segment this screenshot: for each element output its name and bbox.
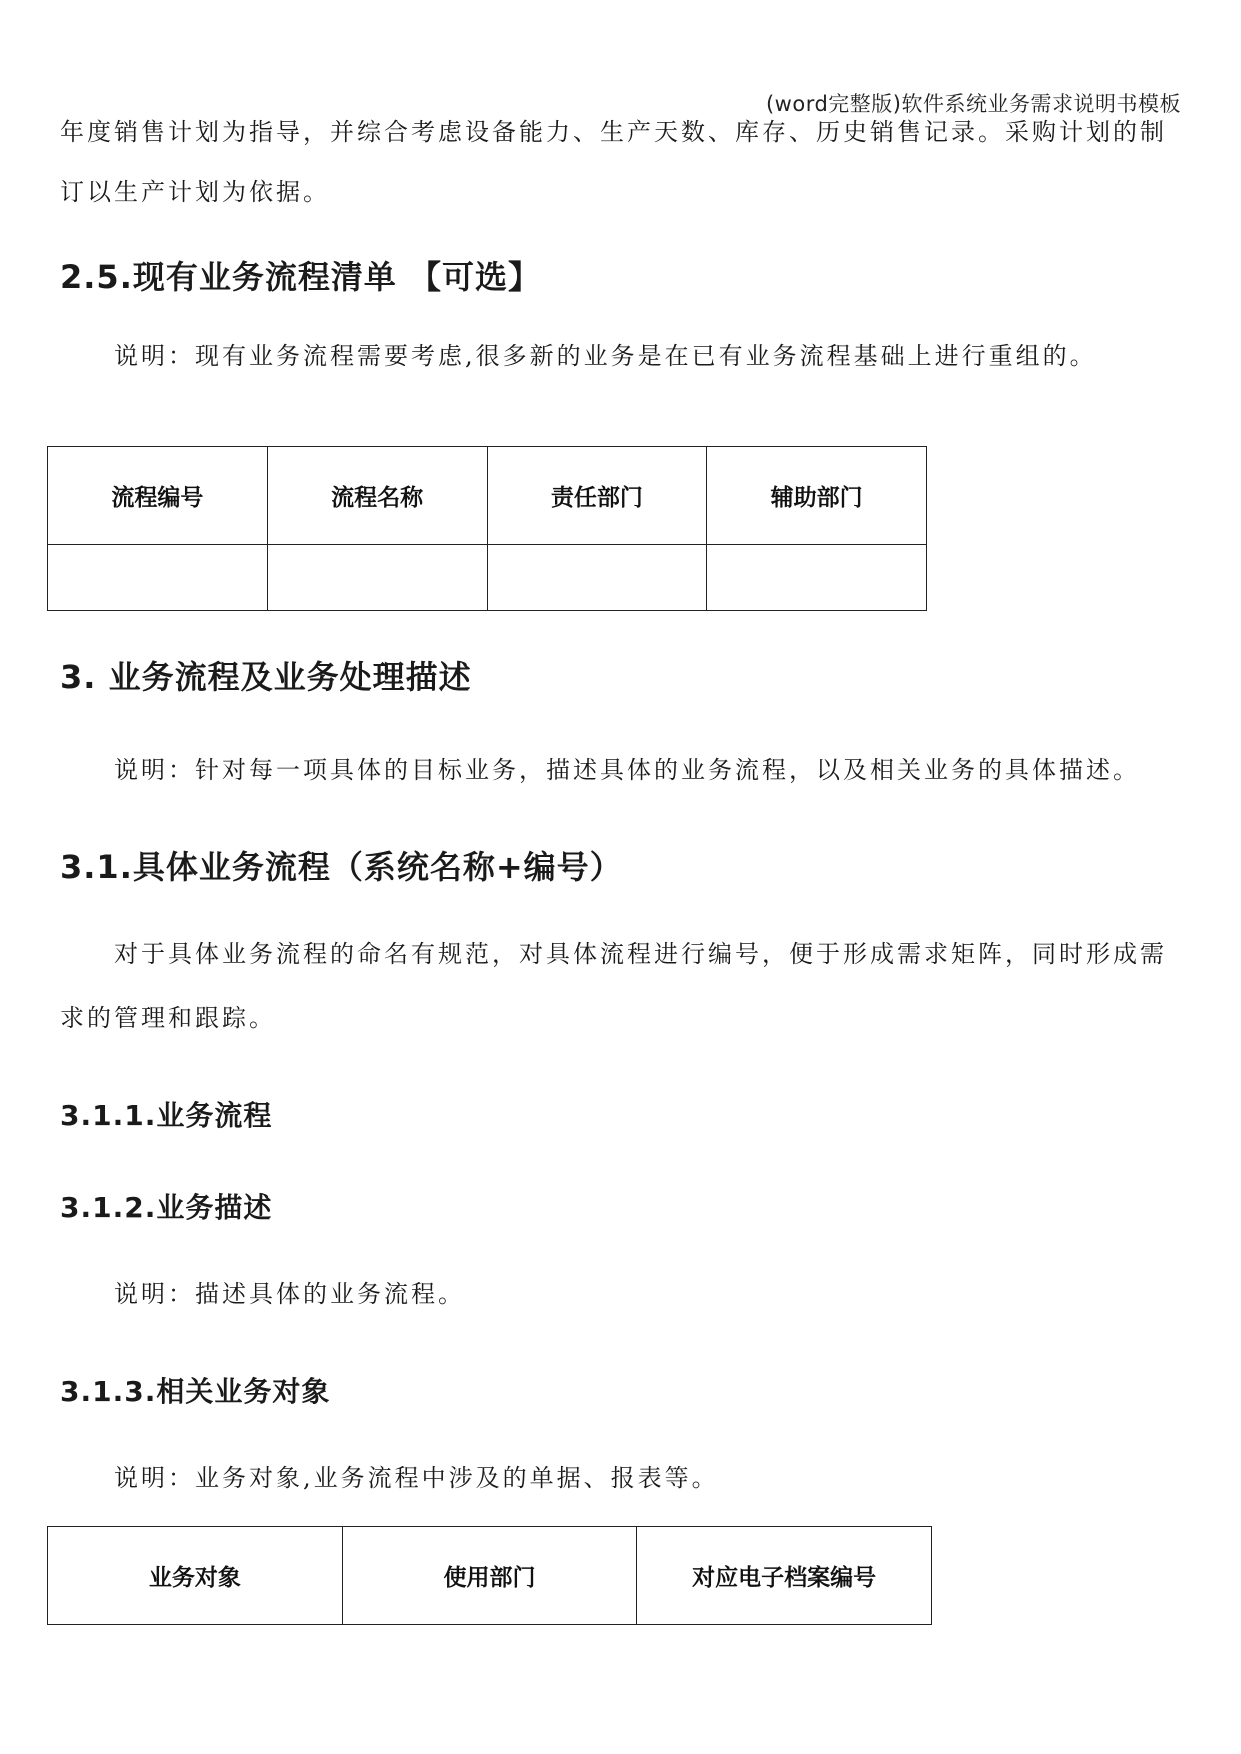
table-header-row	[48, 447, 927, 545]
table-header-cell: 对应电子档案编号	[637, 1527, 932, 1625]
business-object-table	[47, 1526, 932, 1625]
section-3-1-line-1: 对于具体业务流程的命名有规范，对具体流程进行编号，便于形成需求矩阵，同时形成需	[114, 940, 1167, 968]
table-header-cell: 业务对象	[48, 1527, 343, 1625]
section-3-1-line-2: 求的管理和跟踪。	[60, 1004, 276, 1032]
table-cell	[267, 545, 487, 611]
section-3-note: 说明：针对每一项具体的目标业务，描述具体的业务流程，以及相关业务的具体描述。	[114, 756, 1140, 784]
table-header-cell: 流程编号	[48, 447, 268, 545]
table-header-row	[48, 1527, 932, 1625]
table-cell	[487, 545, 707, 611]
section-3-1-1-heading: 3.1.1.业务流程	[60, 1099, 273, 1132]
table-header-cell: 辅助部门	[707, 447, 927, 545]
table-header-cell: 责任部门	[487, 447, 707, 545]
section-3-1-2-heading: 3.1.2.业务描述	[60, 1191, 273, 1224]
section-3-1-3-note: 说明：业务对象,业务流程中涉及的单据、报表等。	[114, 1464, 719, 1492]
table-row	[48, 545, 927, 611]
section-3-1-heading: 3.1.具体业务流程（系统名称+编号）	[60, 848, 623, 886]
process-list-table	[47, 446, 927, 611]
section-3-1-3-heading: 3.1.3.相关业务对象	[60, 1375, 331, 1408]
section-3-1-2-note: 说明：描述具体的业务流程。	[114, 1280, 465, 1308]
table-header-cell: 流程名称	[267, 447, 487, 545]
intro-line-2: 订以生产计划为依据。	[60, 178, 330, 206]
intro-line-1: 年度销售计划为指导，并综合考虑设备能力、生产天数、库存、历史销售记录。采购计划的制	[60, 118, 1167, 146]
section-2-5-heading: 2.5.现有业务流程清单 【可选】	[60, 258, 541, 296]
document-header-title: (word完整版)软件系统业务需求说明书模板	[765, 92, 1181, 116]
table-cell	[707, 545, 927, 611]
table-header-cell: 使用部门	[342, 1527, 637, 1625]
section-2-5-note: 说明：现有业务流程需要考虑,很多新的业务是在已有业务流程基础上进行重组的。	[114, 342, 1097, 370]
section-3-heading: 3. 业务流程及业务处理描述	[60, 658, 472, 696]
table-cell	[48, 545, 268, 611]
